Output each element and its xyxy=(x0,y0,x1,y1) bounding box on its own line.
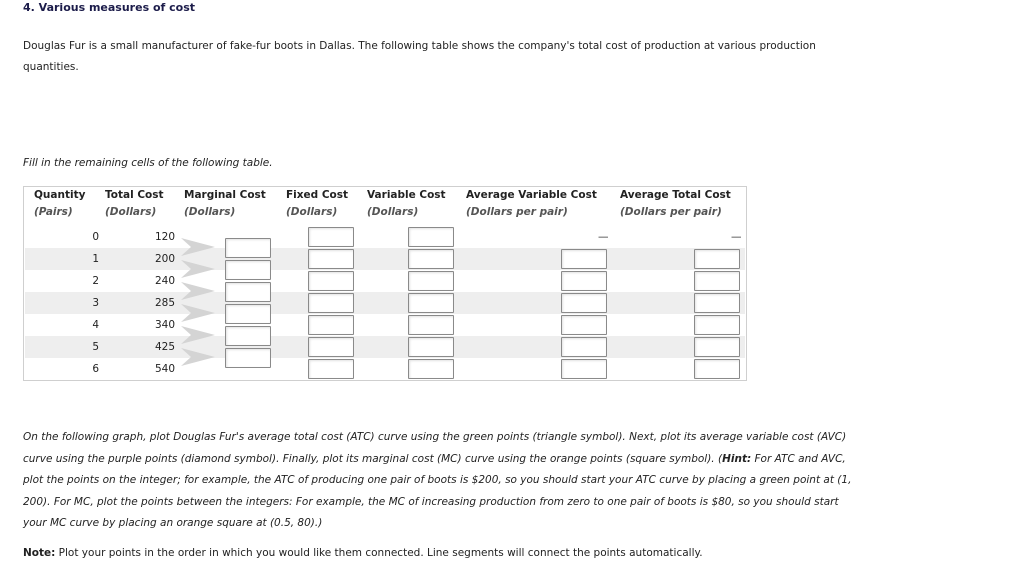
fixed-cost-input[interactable] xyxy=(308,359,354,379)
header-title: Fixed Cost xyxy=(286,189,349,201)
header-variable-cost xyxy=(367,187,446,221)
mc-arrow-icon xyxy=(179,302,219,324)
quantity-cell: 0 xyxy=(92,231,99,243)
atc-input[interactable] xyxy=(694,249,740,269)
atc-input[interactable] xyxy=(694,271,740,291)
avc-input[interactable] xyxy=(561,337,607,357)
atc-input[interactable] xyxy=(694,359,740,379)
header-title: Variable Cost xyxy=(367,189,446,201)
note xyxy=(23,547,703,559)
table-row xyxy=(25,292,745,314)
mc-arrow-icon xyxy=(179,324,219,346)
avc-input[interactable] xyxy=(561,293,607,313)
fixed-cost-input[interactable] xyxy=(308,315,354,335)
total-cost-cell: 200 xyxy=(154,253,175,265)
quantity-cell: 5 xyxy=(92,341,99,353)
header-average-variable-cost xyxy=(466,187,597,221)
header-title: Average Variable Cost xyxy=(466,189,597,201)
header-unit: (Dollars) xyxy=(286,206,338,218)
variable-cost-input[interactable] xyxy=(408,227,454,247)
avc-input[interactable] xyxy=(561,271,607,291)
table-row xyxy=(25,336,745,358)
header-unit: (Pairs) xyxy=(34,206,73,218)
variable-cost-input[interactable] xyxy=(408,359,454,379)
table-row xyxy=(25,226,745,248)
total-cost-cell: 240 xyxy=(154,275,175,287)
atc-input[interactable] xyxy=(694,337,740,357)
mc-arrow-icon xyxy=(179,236,219,258)
variable-cost-input[interactable] xyxy=(408,271,454,291)
header-unit: (Dollars per pair) xyxy=(466,206,568,218)
marginal-cost-input[interactable] xyxy=(225,282,271,302)
avc-input[interactable] xyxy=(561,249,607,269)
graph-instructions-part2: For ATC and AVC, plot the points on the integer; for example, the ATC of producing one pair of boots is $200, so you should start your ATC curve by placing a green point at (1, 200). For MC, plot the points between the integers: For example, the MC of increasing production from zero to one pair of boots is $80, so you should start your MC curve by placing an orange square at (0.5, 80).) xyxy=(23,452,852,530)
quantity-cell: 4 xyxy=(92,319,99,331)
header-average-total-cost xyxy=(620,187,731,221)
marginal-cost-input[interactable] xyxy=(225,238,271,258)
total-cost-cell: 120 xyxy=(154,231,175,243)
note-label: Note: xyxy=(23,547,56,559)
fixed-cost-input[interactable] xyxy=(308,337,354,357)
header-quantity xyxy=(34,187,85,221)
table-row xyxy=(25,270,745,292)
intro-paragraph: Douglas Fur is a small manufacturer of fake-fur boots in Dallas. The following table shows the company's total cost of production at various production quantities. xyxy=(23,40,816,73)
header-title: Total Cost xyxy=(105,189,164,201)
mc-arrow-icon xyxy=(179,258,219,280)
atc-input[interactable] xyxy=(694,293,740,313)
marginal-cost-input[interactable] xyxy=(225,348,271,368)
avc-input[interactable] xyxy=(561,359,607,379)
quantity-cell: 3 xyxy=(92,297,99,309)
fixed-cost-input[interactable] xyxy=(308,293,354,313)
header-unit: (Dollars per pair) xyxy=(620,206,722,218)
fixed-cost-input[interactable] xyxy=(308,227,354,247)
total-cost-cell: 425 xyxy=(154,341,175,353)
marginal-cost-input[interactable] xyxy=(225,326,271,346)
variable-cost-input[interactable] xyxy=(408,315,454,335)
header-unit: (Dollars) xyxy=(184,206,236,218)
quantity-cell: 1 xyxy=(92,253,99,265)
total-cost-cell: 340 xyxy=(154,319,175,331)
variable-cost-input[interactable] xyxy=(408,249,454,269)
header-fixed-cost xyxy=(286,187,348,221)
note-text: Plot your points in the order in which you would like them connected. Line segments will connect the points automatically. xyxy=(55,547,703,559)
mc-arrow-icon xyxy=(179,280,219,302)
quantity-cell: 2 xyxy=(92,275,99,287)
table-row xyxy=(25,248,745,270)
table-row xyxy=(25,314,745,336)
header-title: Average Total Cost xyxy=(620,189,731,201)
cost-table xyxy=(23,186,747,381)
variable-cost-input[interactable] xyxy=(408,293,454,313)
avc-dash: — xyxy=(598,231,609,243)
fixed-cost-input[interactable] xyxy=(308,249,354,269)
header-total-cost xyxy=(105,187,164,221)
header-title: Quantity xyxy=(34,189,86,201)
hint-label: Hint: xyxy=(722,452,752,465)
header-unit: (Dollars) xyxy=(105,206,157,218)
graph-instructions xyxy=(23,427,863,535)
mc-arrow-icon xyxy=(179,346,219,368)
fixed-cost-input[interactable] xyxy=(308,271,354,291)
atc-input[interactable] xyxy=(694,315,740,335)
total-cost-cell: 285 xyxy=(154,297,175,309)
table-row xyxy=(25,358,745,380)
header-unit: (Dollars) xyxy=(367,206,419,218)
section-heading: 4. Various measures of cost xyxy=(23,1,195,14)
marginal-cost-input[interactable] xyxy=(225,260,271,280)
graph-instructions-part1: On the following graph, plot Douglas Fur's average total cost (ATC) curve using the green points (triangle symbol). Next, plot its average variable cost (AVC) curve using the purple points (diamond symbol). Finally, plot its marginal cost (MC) curve using the orange points (square symbol). ( xyxy=(23,431,847,465)
table-instruction: Fill in the remaining cells of the following table. xyxy=(23,157,273,169)
total-cost-cell: 540 xyxy=(154,363,175,375)
atc-dash: — xyxy=(731,231,742,243)
quantity-cell: 6 xyxy=(92,363,99,375)
marginal-cost-input[interactable] xyxy=(225,304,271,324)
variable-cost-input[interactable] xyxy=(408,337,454,357)
header-marginal-cost xyxy=(184,187,266,221)
avc-input[interactable] xyxy=(561,315,607,335)
header-title: Marginal Cost xyxy=(184,189,266,201)
